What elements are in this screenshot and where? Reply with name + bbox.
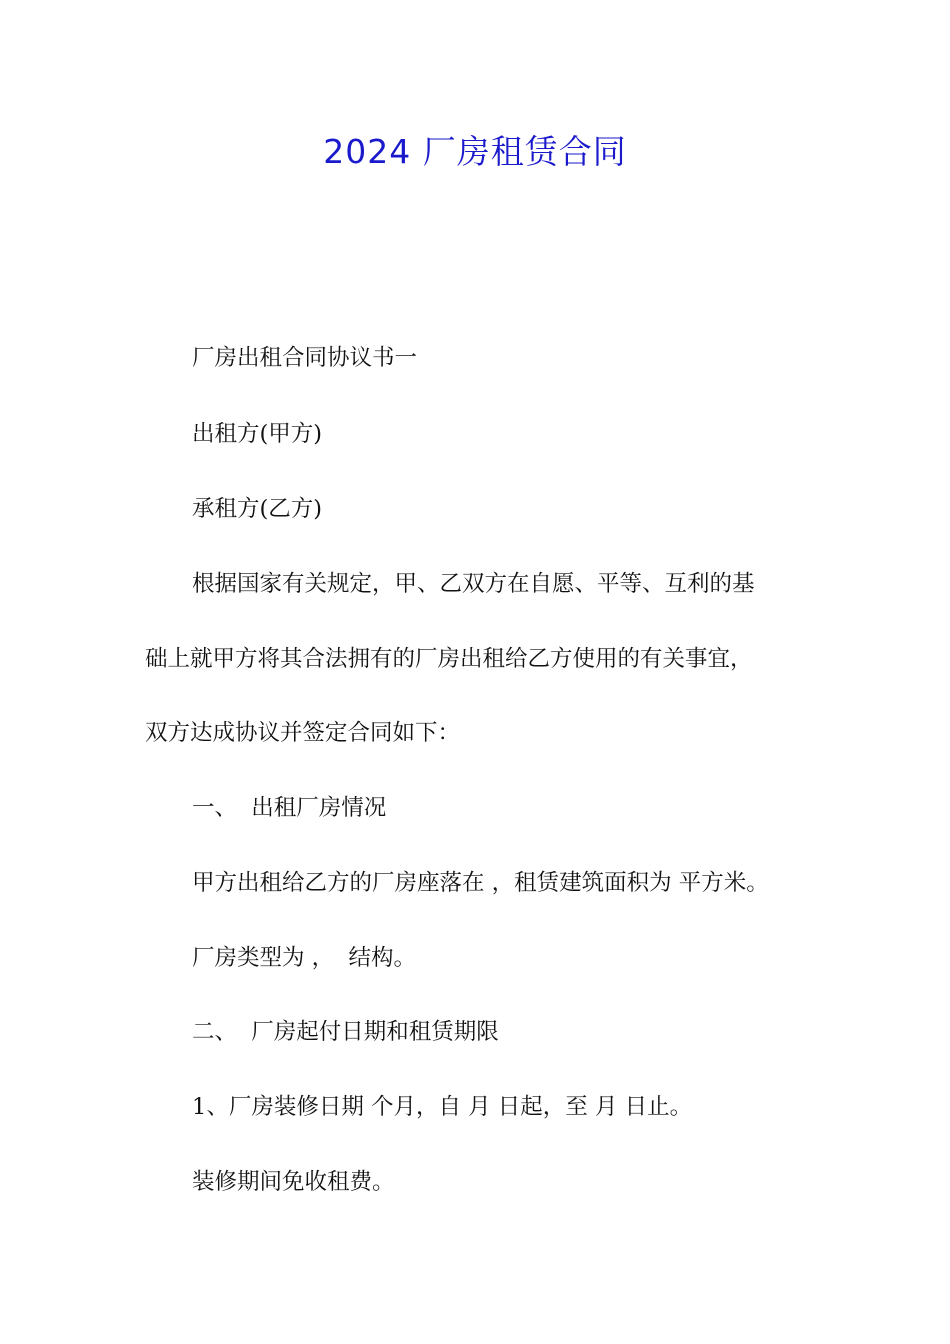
clause-heading: 一、 出租厂房情况	[192, 795, 387, 821]
paragraph-line: 厂房类型为 ， 结构。	[192, 945, 416, 971]
lessee-line: 承租方(乙方)	[192, 496, 323, 522]
paragraph-line: 双方达成协议并签定合同如下：	[145, 720, 461, 746]
paragraph-line: 1、厂房装修日期 个月，自 月 日起，至 月 日止。	[192, 1094, 693, 1120]
paragraph-line: 根据国家有关规定，甲、乙双方在自愿、平等、互利的基	[192, 571, 755, 597]
clause-heading: 二、 厂房起付日期和租赁期限	[192, 1019, 499, 1045]
section-heading: 厂房出租合同协议书一	[192, 345, 418, 371]
lessor-line: 出租方(甲方)	[192, 421, 323, 447]
paragraph-line: 甲方出租给乙方的厂房座落在 ，租赁建筑面积为 平方米。	[192, 870, 769, 896]
paragraph-line: 础上就甲方将其合法拥有的厂房出租给乙方使用的有关事宜，	[145, 646, 753, 672]
paragraph-line: 装修期间免收租费。	[192, 1169, 395, 1195]
document-title: 2024 厂房租赁合同	[323, 132, 627, 171]
